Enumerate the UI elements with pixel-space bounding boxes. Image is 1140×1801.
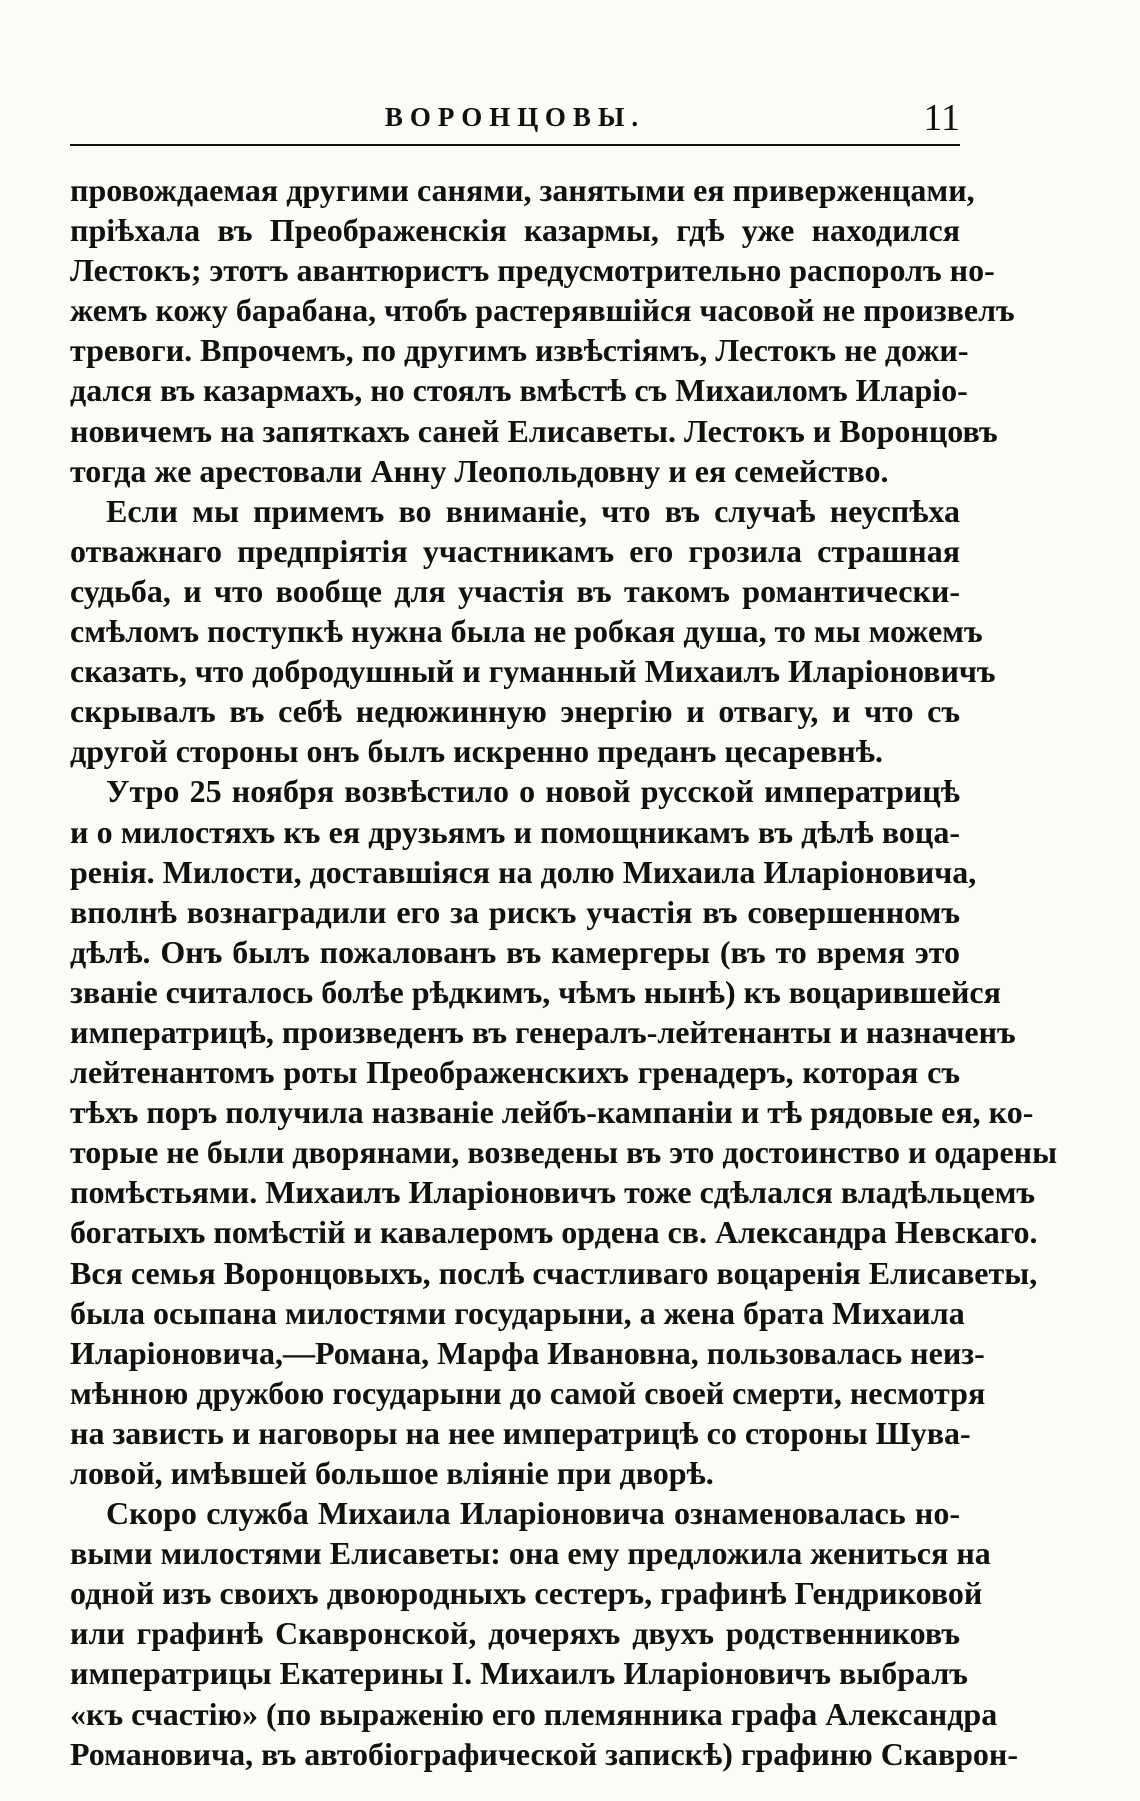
text-line: жемъ кожу барабана, чтобъ растерявшійся часовой не произвелъ bbox=[70, 292, 1015, 329]
text-line: провождаемая другими санями, занятыми ея приверженцами, bbox=[70, 172, 975, 208]
paragraph-2 bbox=[70, 491, 996, 772]
text-line: одной изъ своихъ двоюродныхъ сестеръ, графинѣ Гендриковой bbox=[70, 1575, 983, 1612]
text-line: пріѣхала въ Преображенскія казармы, гдѣ уже находился bbox=[70, 212, 960, 249]
text-line: ренія. Милости, доставшіяся на долю Михаила Иларіоновича, bbox=[70, 853, 977, 890]
text-line: и о милостяхъ къ ея друзьямъ и помощникамъ въ дѣлѣ воца- bbox=[70, 813, 960, 850]
text-line: «къ счастію» (по выраженію его племянника графа Александра bbox=[70, 1695, 998, 1732]
text-line: тогда же арестовали Анну Леопольдовну и ея семейство. bbox=[70, 452, 889, 489]
text-line: отважнаго предпріятія участникамъ его грозила страшная bbox=[70, 532, 960, 569]
paragraph-4 bbox=[70, 1493, 1018, 1774]
page-header bbox=[70, 98, 960, 146]
text-line: дѣлѣ. Онъ былъ пожалованъ въ камергеры (въ то время это bbox=[70, 933, 960, 970]
text-line: богатыхъ помѣстій и кавалеромъ ордена св. Александра Невскаго. bbox=[70, 1214, 1038, 1251]
text-line: Вся семья Воронцовыхъ, послѣ счастливаго воцаренія Елисаветы, bbox=[70, 1254, 1038, 1291]
text-line: лейтенантомъ роты Преображенскихъ гренадеръ, которая съ bbox=[70, 1054, 960, 1091]
text-line: ловой, имѣвшей большое вліяніе при дворѣ. bbox=[70, 1455, 714, 1491]
text-line: тѣхъ поръ получила названіе лейбъ-кампаніи и тѣ рядовые ея, ко- bbox=[70, 1094, 1034, 1131]
text-line: сказать, что добродушный и гуманный Михаилъ Иларіоновичъ bbox=[70, 653, 996, 690]
text-line: торые не были дворянами, возведены въ это достоинство и одарены bbox=[70, 1134, 1058, 1171]
text-line: Лестокъ; этотъ авантюристъ предусмотрительно распоролъ но- bbox=[70, 252, 995, 289]
text-line: императрицы Екатерины I. Михаилъ Иларіоновичъ выбралъ bbox=[70, 1655, 968, 1692]
paragraph-3 bbox=[70, 771, 1058, 1493]
text-line: дался въ казармахъ, но стоялъ вмѣстѣ съ Михаиломъ Иларіо- bbox=[70, 372, 968, 409]
text-line: на зависть и наговоры на нее императрицѣ со стороны Шува- bbox=[70, 1414, 971, 1451]
text-line: новичемъ на запяткахъ саней Елисаветы. Лестокъ и Воронцовъ bbox=[70, 412, 998, 449]
running-title: ВОРОНЦОВЫ. bbox=[384, 102, 646, 132]
text-line: смѣломъ поступкѣ нужна была не робкая душа, то мы можемъ bbox=[70, 613, 983, 650]
text-line: званіе считалось болѣе рѣдкимъ, чѣмъ нынѣ) къ воцарившейся bbox=[70, 973, 1001, 1010]
text-line: была осыпана милостями государыни, а жена брата Михаила bbox=[70, 1294, 965, 1331]
text-line: Если мы примемъ во вниманіе, что въ случаѣ неуспѣха bbox=[106, 492, 960, 529]
text-line: выми милостями Елисаветы: она ему предложила жениться на bbox=[70, 1535, 991, 1572]
text-line: Романовича, въ автобіографической запискѣ) графиню Скаврон- bbox=[70, 1735, 1018, 1772]
text-line: помѣстьями. Михаилъ Иларіоновичъ тоже сдѣлался владѣльцемъ bbox=[70, 1174, 1036, 1211]
text-line: Утро 25 ноября возвѣстило о новой русской императрицѣ bbox=[106, 773, 960, 810]
text-line: или графинѣ Скавронской, дочеряхъ двухъ родственниковъ bbox=[70, 1615, 960, 1652]
page-number: 11 bbox=[923, 97, 960, 139]
text-line: тревоги. Впрочемъ, по другимъ извѣстіямъ, Лестокъ не дожи- bbox=[70, 332, 969, 369]
paragraph-1 bbox=[70, 170, 1015, 491]
text-line: другой стороны онъ былъ искренно преданъ цесаревнѣ. bbox=[70, 733, 883, 770]
text-line: Скоро служба Михаила Иларіоновича ознаменовалась но- bbox=[106, 1495, 960, 1532]
text-line: мѣнною дружбою государыни до самой своей смерти, несмотря bbox=[70, 1374, 986, 1411]
text-line: скрывалъ въ себѣ недюжинную энергію и отвагу, и что съ bbox=[70, 693, 960, 730]
text-line: императрицѣ, произведенъ въ генералъ-лейтенанты и назначенъ bbox=[70, 1013, 1016, 1050]
text-line: судьба, и что вообще для участія въ такомъ романтически- bbox=[70, 572, 960, 609]
page-body bbox=[70, 170, 1058, 1774]
text-line: вполнѣ вознаградили его за рискъ участія въ совершенномъ bbox=[70, 893, 960, 930]
text-line: Иларіоновича,—Романа, Марфа Ивановна, пользовалась неиз- bbox=[70, 1334, 985, 1371]
